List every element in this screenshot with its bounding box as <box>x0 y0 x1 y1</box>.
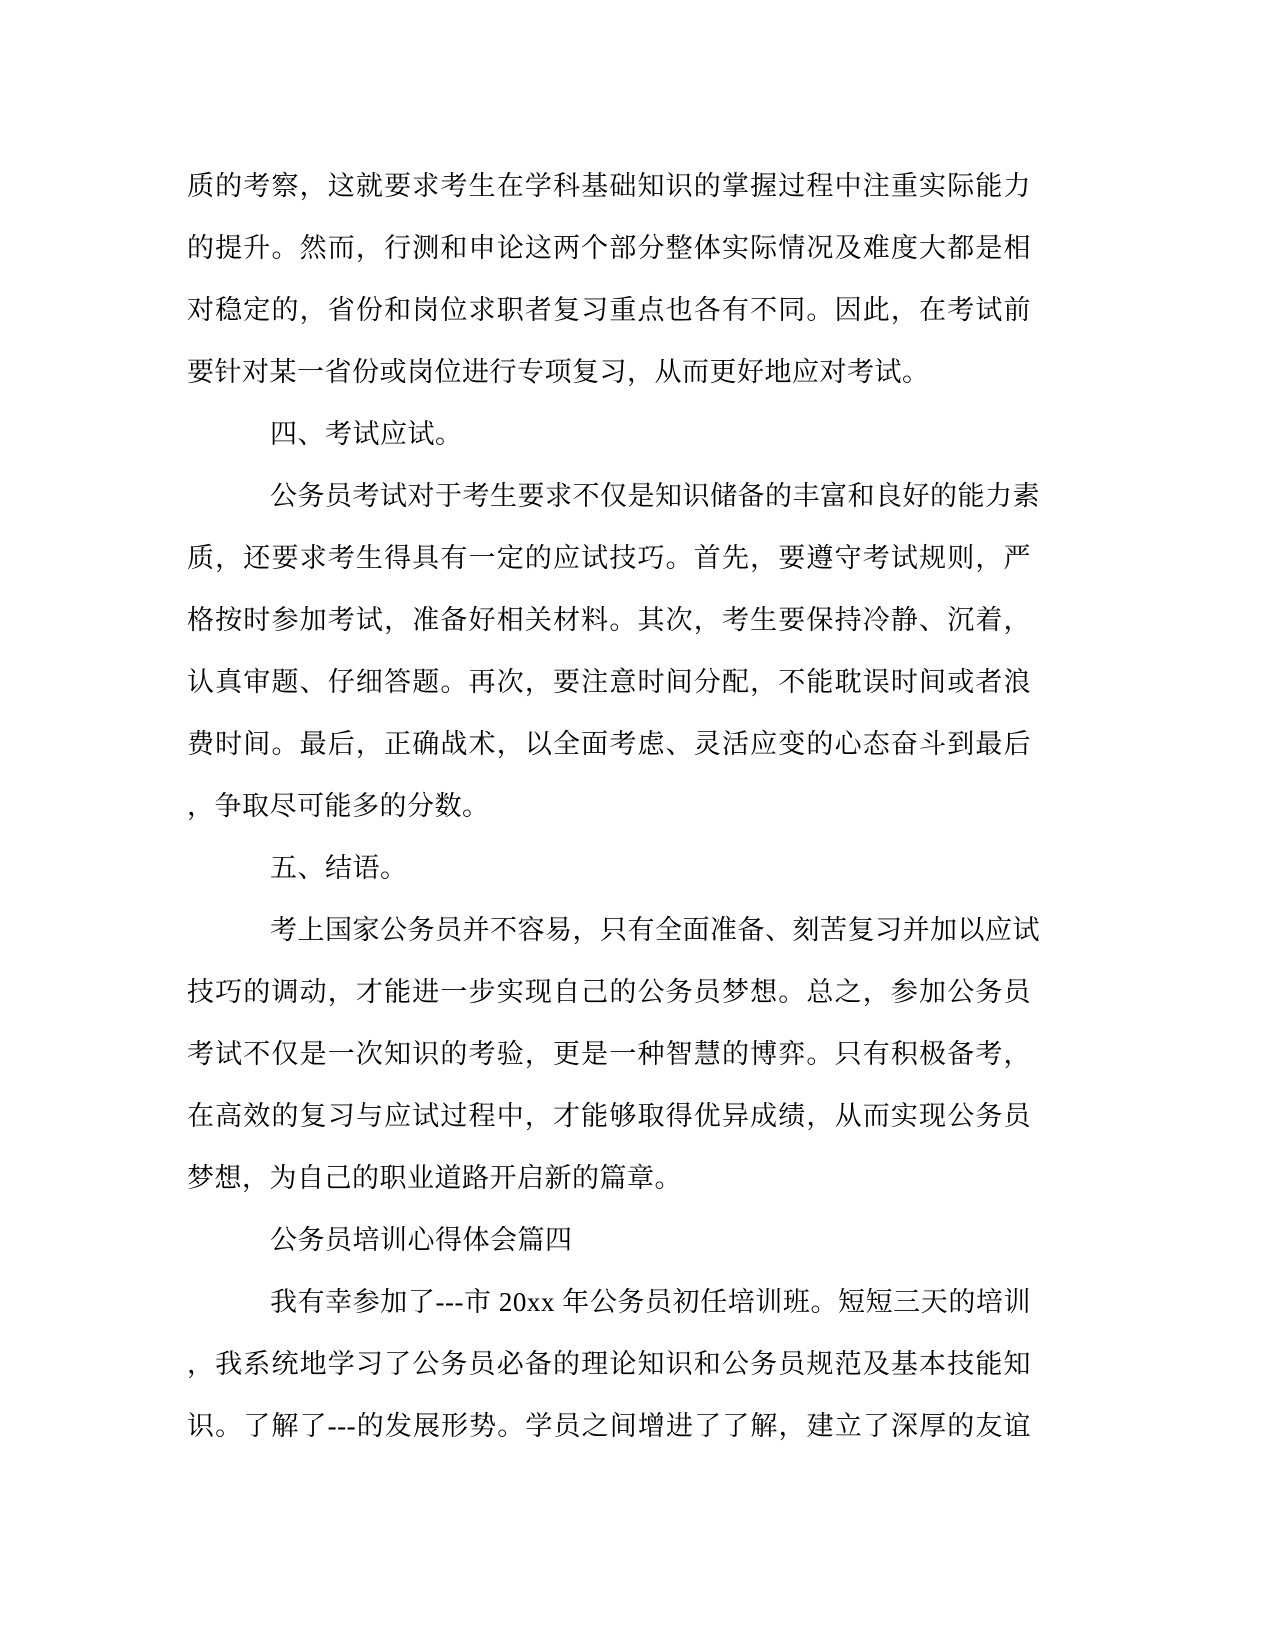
text-line: 五、结语。 <box>270 853 408 883</box>
text-line: 技巧的调动，才能进一步实现自己的公务员梦想。总之，参加公务员 <box>187 977 1031 1007</box>
text-line: 我有幸参加了---市 20xx 年公务员初任培训班。短短三天的培训 <box>270 1287 1031 1317</box>
text-line: 识。了解了---的发展形势。学员之间增进了了解，建立了深厚的友谊 <box>187 1411 1031 1441</box>
text-line: 梦想，为自己的职业道路开启新的篇章。 <box>187 1163 682 1193</box>
text-line: 考试不仅是一次知识的考验，更是一种智慧的博弈。只有积极备考， <box>187 1039 1031 1069</box>
text-line: 认真审题、仔细答题。再次，要注意时间分配，不能耽误时间或者浪 <box>187 667 1031 697</box>
text-line: 费时间。最后，正确战术，以全面考虑、灵活应变的心态奋斗到最后 <box>187 729 1031 759</box>
text-line: 格按时参加考试，准备好相关材料。其次，考生要保持冷静、沉着， <box>187 605 1031 635</box>
text-line: ，我系统地学习了公务员必备的理论知识和公务员规范及基本技能知 <box>187 1349 1031 1379</box>
document-body <box>187 155 1040 1457</box>
text-line: 在高效的复习与应试过程中，才能够取得优异成绩，从而实现公务员 <box>187 1101 1031 1131</box>
text-line: 要针对某一省份或岗位进行专项复习，从而更好地应对考试。 <box>187 357 930 387</box>
text-line: 公务员培训心得体会篇四 <box>270 1225 573 1255</box>
text-line: 考上国家公务员并不容易，只有全面准备、刻苦复习并加以应试 <box>270 915 1040 945</box>
text-line: 公务员考试对于考生要求不仅是知识储备的丰富和良好的能力素 <box>270 481 1040 511</box>
text-line: 质，还要求考生得具有一定的应试技巧。首先，要遵守考试规则，严 <box>187 543 1031 573</box>
text-line: ，争取尽可能多的分数。 <box>187 791 490 821</box>
text-line: 质的考察，这就要求考生在学科基础知识的掌握过程中注重实际能力 <box>187 171 1031 201</box>
text-line: 的提升。然而，行测和申论这两个部分整体实际情况及难度大都是相 <box>187 233 1031 263</box>
text-line: 对稳定的，省份和岗位求职者复习重点也各有不同。因此，在考试前 <box>187 295 1031 325</box>
text-line: 四、考试应试。 <box>270 419 463 449</box>
